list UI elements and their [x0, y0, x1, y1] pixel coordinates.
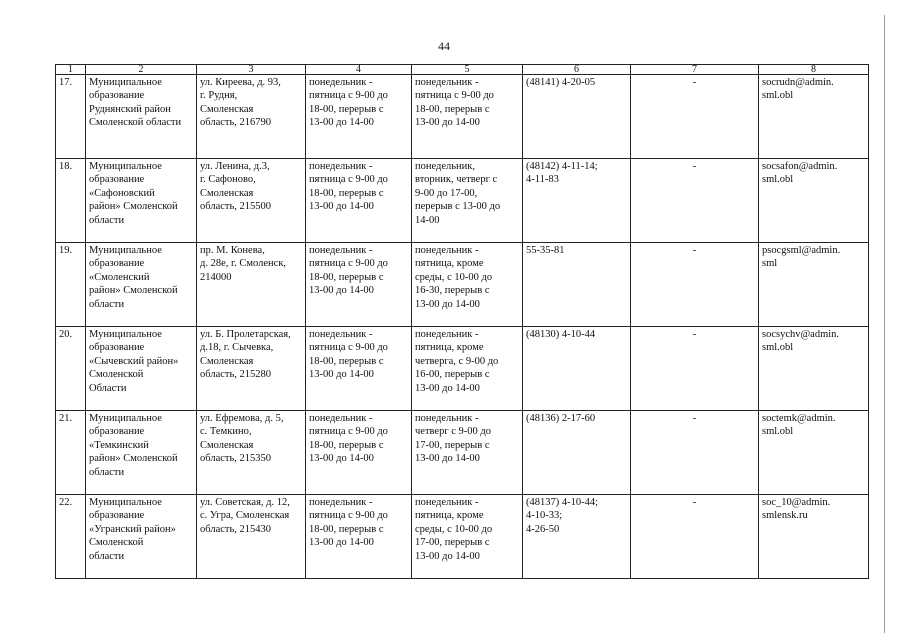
contacts-table — [55, 64, 869, 579]
address-cell-text: ул. Ефремова, д. 5, с. Темкино, Смоленская область, 215350 — [200, 413, 284, 465]
address-cell — [197, 327, 306, 411]
address-cell — [197, 75, 306, 159]
municipality-name — [86, 75, 197, 159]
reception-hours-cell-text: понедельник - пятница с 9-00 до 18-00, перерыв с 13-00 до 14-00 — [415, 77, 494, 129]
column-header: 4 — [306, 65, 412, 75]
column-header: 2 — [86, 65, 197, 75]
reception-hours-cell — [412, 411, 523, 495]
table-row — [56, 159, 869, 243]
row-number — [56, 327, 86, 411]
email-cell — [759, 159, 869, 243]
reception-hours-cell — [412, 495, 523, 579]
address-cell — [197, 495, 306, 579]
phone-cell-text: (48141) 4-20-05 — [526, 77, 596, 88]
email-cell-text: socsychv@admin. sml.obl — [762, 329, 840, 354]
empty-value-cell-text: - — [692, 329, 697, 340]
municipality-name — [86, 327, 197, 411]
municipality-name-text: Муниципальное образование «Смоленский район» Смоленской области — [89, 245, 178, 310]
page-number: 44 — [438, 39, 450, 53]
row-number — [56, 411, 86, 495]
row-number — [56, 75, 86, 159]
phone-cell — [523, 495, 631, 579]
email-cell — [759, 75, 869, 159]
working-hours-cell — [306, 411, 412, 495]
empty-value-cell-text: - — [692, 245, 697, 256]
reception-hours-cell-text: понедельник, вторник, четверг с 9-00 до 17-00, перерыв с 13-00 до 14-00 — [415, 161, 501, 226]
working-hours-cell-text: понедельник - пятница с 9-00 до 18-00, перерыв с 13-00 до 14-00 — [309, 245, 388, 297]
working-hours-cell — [306, 243, 412, 327]
row-number — [56, 159, 86, 243]
column-header: 7 — [631, 65, 759, 75]
phone-cell — [523, 327, 631, 411]
email-cell — [759, 327, 869, 411]
phone-cell-text: (48137) 4-10-44; 4-10-33; 4-26-50 — [526, 497, 599, 535]
phone-cell — [523, 159, 631, 243]
column-header: 1 — [56, 65, 86, 75]
empty-value-cell — [631, 243, 759, 327]
municipality-name-text: Муниципальное образование «Угранский район» Смоленской области — [89, 497, 176, 562]
column-header: 6 — [523, 65, 631, 75]
email-cell — [759, 243, 869, 327]
row-number — [56, 243, 86, 327]
table-row — [56, 495, 869, 579]
address-cell-text: ул. Б. Пролетарская, д.18, г. Сычевка, Смоленская область, 215280 — [200, 329, 291, 381]
empty-value-cell — [631, 159, 759, 243]
reception-hours-cell-text: понедельник - четверг с 9-00 до 17-00, перерыв с 13-00 до 14-00 — [415, 413, 492, 465]
municipality-name — [86, 159, 197, 243]
address-cell-text: пр. М. Конева, д. 28е, г. Смоленск, 214000 — [200, 245, 287, 283]
working-hours-cell — [306, 327, 412, 411]
column-header: 8 — [759, 65, 869, 75]
empty-value-cell-text: - — [692, 497, 697, 508]
table-row — [56, 243, 869, 327]
empty-value-cell — [631, 327, 759, 411]
reception-hours-cell — [412, 159, 523, 243]
phone-cell-text: (48136) 2-17-60 — [526, 413, 596, 424]
phone-cell-text: 55-35-81 — [526, 245, 565, 256]
email-cell-text: soctemk@admin. sml.obl — [762, 413, 836, 438]
address-cell-text: ул. Советская, д. 12, с. Угра, Смоленская область, 215430 — [200, 497, 290, 535]
email-cell-text: soc_10@admin. smlensk.ru — [762, 497, 831, 522]
row-number — [56, 495, 86, 579]
empty-value-cell — [631, 75, 759, 159]
address-cell — [197, 243, 306, 327]
municipality-name — [86, 243, 197, 327]
table-row — [56, 327, 869, 411]
working-hours-cell-text: понедельник - пятница с 9-00 до 18-00, перерыв с 13-00 до 14-00 — [309, 161, 388, 213]
working-hours-cell — [306, 75, 412, 159]
column-header: 3 — [197, 65, 306, 75]
working-hours-cell — [306, 495, 412, 579]
empty-value-cell-text: - — [692, 161, 697, 172]
reception-hours-cell-text: понедельник - пятница, кроме четверга, с 9-00 до 16-00, перерыв с 13-00 до 14-00 — [415, 329, 499, 394]
working-hours-cell-text: понедельник - пятница с 9-00 до 18-00, перерыв с 13-00 до 14-00 — [309, 497, 388, 549]
email-cell — [759, 495, 869, 579]
reception-hours-cell — [412, 75, 523, 159]
header-row — [56, 65, 869, 75]
reception-hours-cell-text: понедельник - пятница, кроме среды, с 10-00 до 17-00, перерыв с 13-00 до 14-00 — [415, 497, 493, 562]
phone-cell — [523, 75, 631, 159]
table-row — [56, 75, 869, 159]
working-hours-cell-text: понедельник - пятница с 9-00 до 18-00, перерыв с 13-00 до 14-00 — [309, 329, 388, 381]
row-number-text: 19. — [59, 245, 73, 256]
empty-value-cell — [631, 411, 759, 495]
reception-hours-cell — [412, 243, 523, 327]
reception-hours-cell-text: понедельник - пятница, кроме среды, с 10-00 до 16-30, перерыв с 13-00 до 14-00 — [415, 245, 493, 310]
address-cell-text: ул. Киреева, д. 93, г. Рудня, Смоленская область, 216790 — [200, 77, 281, 129]
reception-hours-cell — [412, 327, 523, 411]
email-cell-text: psocgsml@admin. sml — [762, 245, 841, 270]
table-body — [56, 65, 869, 579]
working-hours-cell-text: понедельник - пятница с 9-00 до 18-00, перерыв с 13-00 до 14-00 — [309, 413, 388, 465]
row-number-text: 17. — [59, 77, 73, 88]
address-cell — [197, 159, 306, 243]
phone-cell — [523, 243, 631, 327]
row-number-text: 21. — [59, 413, 73, 424]
email-cell — [759, 411, 869, 495]
address-cell — [197, 411, 306, 495]
table-row — [56, 411, 869, 495]
phone-cell-text: (48142) 4-11-14; 4-11-83 — [526, 161, 598, 186]
working-hours-cell — [306, 159, 412, 243]
working-hours-cell-text: понедельник - пятница с 9-00 до 18-00, перерыв с 13-00 до 14-00 — [309, 77, 388, 129]
phone-cell-text: (48130) 4-10-44 — [526, 329, 596, 340]
row-number-text: 22. — [59, 497, 73, 508]
municipality-name — [86, 495, 197, 579]
municipality-name — [86, 411, 197, 495]
municipality-name-text: Муниципальное образование «Сафоновский район» Смоленской области — [89, 161, 178, 226]
page-edge-rule — [884, 15, 885, 633]
municipality-name-text: Муниципальное образование «Темкинский район» Смоленской области — [89, 413, 178, 478]
row-number-text: 20. — [59, 329, 73, 340]
address-cell-text: ул. Ленина, д.3, г. Сафоново, Смоленская область, 215500 — [200, 161, 272, 213]
empty-value-cell-text: - — [692, 77, 697, 88]
empty-value-cell-text: - — [692, 413, 697, 424]
phone-cell — [523, 411, 631, 495]
municipality-name-text: Муниципальное образование Руднянский район Смоленской области — [89, 77, 182, 129]
municipality-name-text: Муниципальное образование «Сычевский район» Смоленской Области — [89, 329, 179, 394]
empty-value-cell — [631, 495, 759, 579]
row-number-text: 18. — [59, 161, 73, 172]
email-cell-text: socrudn@admin. sml.obl — [762, 77, 834, 102]
column-header: 5 — [412, 65, 523, 75]
email-cell-text: socsafon@admin. sml.obl — [762, 161, 838, 186]
